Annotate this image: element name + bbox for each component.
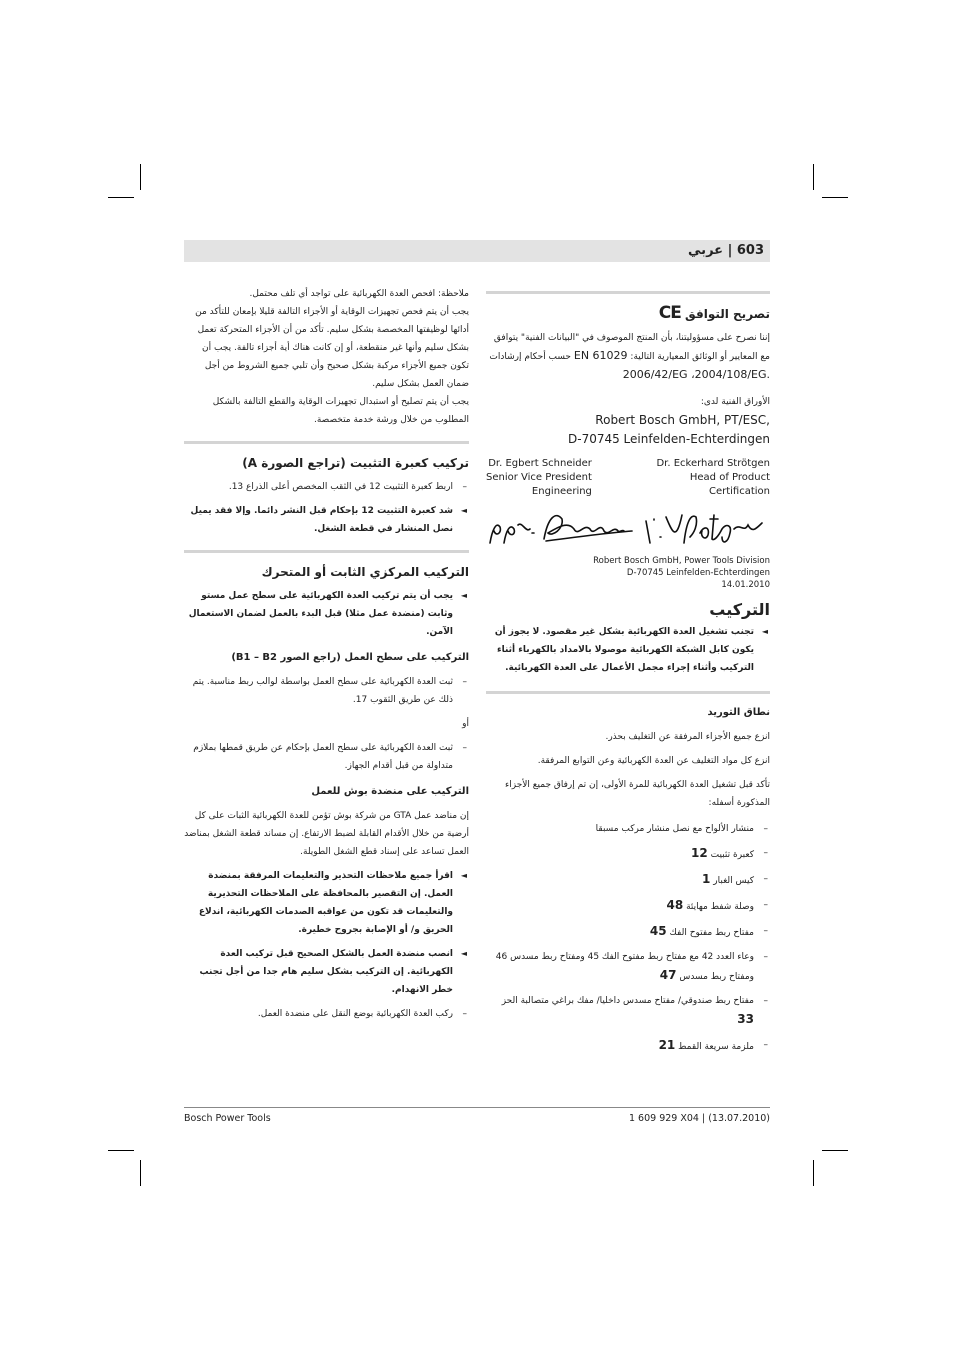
conformity-text-2: حسب أحكام إرشادات xyxy=(489,352,571,362)
delivery-p2: انزع كل مواد التغليف عن العدة الكهربائية وعن التوابع المرفقة. xyxy=(537,756,770,766)
list-item xyxy=(184,945,469,999)
item-number: 21 xyxy=(658,1038,676,1052)
dash-icon: – xyxy=(763,952,768,962)
assembly-title: التركيب xyxy=(709,600,770,619)
item-number: 33 xyxy=(737,1012,754,1026)
page-number: 603 xyxy=(736,243,764,258)
list-item xyxy=(184,739,469,775)
list-item xyxy=(184,587,469,641)
signer-left xyxy=(486,457,592,499)
list-item xyxy=(486,922,770,942)
crop-mark xyxy=(813,164,814,190)
section-divider xyxy=(184,441,469,444)
section-divider xyxy=(486,691,770,694)
or-text: أو xyxy=(462,719,469,729)
list-item xyxy=(486,896,770,916)
warning-triangle-icon: ◄ xyxy=(460,871,467,880)
crop-mark xyxy=(822,1150,848,1151)
list-item xyxy=(184,673,469,709)
footer-brand: Bosch Power Tools xyxy=(184,1113,271,1124)
declaration-date: 14.01.2010 xyxy=(721,580,770,590)
warning-triangle-icon: ◄ xyxy=(460,949,467,958)
item-text: وصلة شفط مهايئة xyxy=(686,902,754,912)
list-item xyxy=(486,948,770,986)
page-footer xyxy=(184,1107,770,1128)
signer-role: Senior Vice President xyxy=(486,472,592,483)
item-number: 1 xyxy=(702,872,711,886)
list-item xyxy=(184,867,469,939)
item-text: شد كعبرة التثبيت 12 بإحكام قبل النشر دائما. وإلا فقد يميل نصل المنشار في قطعة الشغل. xyxy=(190,506,453,534)
note-p1: ملاحظة: افحص العدة الكهربائية على تواجد أي تلف محتمل. xyxy=(249,289,469,299)
division-line: D-70745 Leinfelden-Echterdingen xyxy=(626,568,770,578)
conformity-heading xyxy=(486,304,770,323)
warning-triangle-icon: ◄ xyxy=(460,506,467,515)
item-text: كعبرة تثبيت xyxy=(710,850,754,860)
ce-mark-icon: CE xyxy=(658,303,681,323)
item-number: 45 xyxy=(649,924,667,938)
item-number: 48 xyxy=(666,898,684,912)
tech-docs-label: الأوراق الفنية لدى: xyxy=(700,397,770,407)
signer-role: Certification xyxy=(708,486,770,497)
item-number: 47 xyxy=(659,968,677,982)
crop-mark xyxy=(140,164,141,190)
item-text: مفتاح ربط صندوقي/ مفتاح مسدس داخليا/ مفك براغي متصالبة الحز xyxy=(501,996,754,1006)
dash-icon: – xyxy=(462,1009,467,1019)
delivery-p3: تأكد قبل تشغيل العدة الكهربائية للمرة الأولى، إن تم إرفاق جميع الأجزاء المذكورة أسفله: xyxy=(505,780,770,808)
assembly-warning-text: تجنب تشغيل العدة الكهربائية بشكل غير مقصود. لا يجوز أن يكون كابل الشبكة الكهربائية موصولا بالامداد بالكهرباء أثناء التركيب وأثناء إجراء مجمل الأعمال على العدة الكهربائية. xyxy=(494,627,754,673)
header-title: 603 | عربي xyxy=(688,243,764,258)
tech-docs-address xyxy=(486,411,770,449)
item-number: 12 xyxy=(691,846,708,860)
section-divider xyxy=(184,550,469,553)
signers xyxy=(486,457,770,499)
crop-mark xyxy=(822,197,848,198)
dash-icon: – xyxy=(763,926,768,936)
list-item xyxy=(486,820,770,838)
list-item xyxy=(184,478,469,496)
item-text: ثبت العدة الكهربائية على سطح العمل بواسطة لوالب ربط مناسبة. يتم ذلك عن طريق الثقوب 17. xyxy=(192,677,453,705)
page-header xyxy=(184,240,770,262)
division-line: Robert Bosch GmbH, Power Tools Division xyxy=(593,556,770,566)
header-language: عربي xyxy=(688,243,724,258)
dash-icon: – xyxy=(462,482,467,492)
warning-triangle-icon: ◄ xyxy=(460,591,467,600)
directives: 2006/42/EG ،2004/108/EG. xyxy=(622,368,770,381)
dash-icon: – xyxy=(462,743,467,753)
conformity-title: تصريح التوافق xyxy=(685,307,770,321)
signer-name: Dr. Eckerhard Strötgen xyxy=(656,458,770,469)
right-column xyxy=(486,285,770,1062)
section-divider xyxy=(486,291,770,294)
list-item xyxy=(486,844,770,864)
warning-triangle-icon: ◄ xyxy=(761,627,768,636)
dash-icon: – xyxy=(462,677,467,687)
assembly-warning xyxy=(486,623,770,677)
item-text: ثبت العدة الكهربائية على سطح العمل بإحكام عن طريق قمطها بملازم متداولة من قبل أقدام الجهاز. xyxy=(193,743,453,771)
address-line: Robert Bosch GmbH, PT/ESC, xyxy=(595,413,770,427)
crop-mark xyxy=(813,1160,814,1186)
left-column xyxy=(184,285,469,1029)
list-item xyxy=(184,502,469,538)
list-item xyxy=(486,1036,770,1056)
item-text: انصب منضدة العمل بالشكل الصحيح قبل تركيب العدة الكهربائية. إن التركيب بشكل سليم هام جدا من أجل تجنب خطر الانهدام. xyxy=(199,949,453,995)
dash-icon: – xyxy=(763,1040,768,1050)
mounting-title: التركيب المركزي الثابت أو المتحرك xyxy=(261,565,469,579)
list-item xyxy=(184,1005,469,1023)
bosch-table-text: إن مناضد عمل GTA من شركة بوش تؤمن للعدة الكهربائية الثبات على كل أرضية من خلال الأقدام القابلة لضبط الارتفاع. إن مساند قطعة الشغل بمناضد العمل تساعد على إسناد قطع الشغل الطويلة. xyxy=(184,811,469,857)
list-item xyxy=(486,870,770,890)
signer-role: Engineering xyxy=(531,486,592,497)
dash-icon: – xyxy=(763,900,768,910)
footer-doc-number: 1 609 929 X04 | (13.07.2010) xyxy=(628,1113,770,1124)
item-text: ركب العدة الكهربائية بوضع النقل على منضدة العمل. xyxy=(257,1009,453,1019)
bosch-table-title: التركيب على منضدة بوش للعمل xyxy=(311,786,469,797)
item-text: وعاء العدد 42 مع مفتاح ربط مفتوح الفك 45 ومفتاح ربط مسدس 46 ومفتاح ربط مسدس xyxy=(495,952,754,982)
crop-mark xyxy=(108,197,134,198)
signature-image xyxy=(486,507,770,551)
note-p2: يجب أن يتم فحص تجهيزات الوقاية أو الأجزاء التالفة قليلا بإمعان للتأكد من أدائها لوظيفتها المخصصة بشكل سليم. تأكد من أن الأجزاء المتحركة تعمل بشكل سليم وأنها غير منقطعة، أو إن كانت هناك أية أجزاء تالفة. يجب أن تكون جميع الأجزاء مركبة بشكل صحيح وأن تلبي جميع الشروط من أجل ضمان العمل بشكل سليم. xyxy=(195,307,469,389)
item-text: يجب أن يتم تركيب العدة الكهربائية على سطح عمل مستو وثابت (منضدة عمل مثلا) قبل البدء بالعمل لضمان الاستعمال الآمن. xyxy=(188,591,453,637)
item-text: مفتاح ربط مفتوح الفك xyxy=(669,928,754,938)
item-text: اقرأ جميع ملاحظات التحذير والتعليمات المرفقة بمنضدة العمل. إن التقصير بالمحافظة على الملاحظات التحذيرية والتعليمات قد تكون من عواقبه الصدمات الكهربائية، اندلاع الحريق و/ أو الإصابة بجروح خطيرة. xyxy=(198,871,453,935)
note-p3: يجب أن يتم تصليح أو استبدال تجهيزات الوقاية والقطع التالفة بالشكل المطلوب من خلال ورشة خدمة متخصصة. xyxy=(212,397,469,425)
item-text: كيس الغبار xyxy=(713,876,754,886)
crop-mark xyxy=(140,1160,141,1186)
item-text: اربط كعبرة التثبيت 12 في الثقب المخصص أعلى الذراع 13. xyxy=(228,482,453,492)
delivery-title: نطاق التوريد xyxy=(707,707,770,718)
dash-icon: – xyxy=(763,996,768,1006)
conformity-text-1: إننا نصرح على مسؤوليتنا، بأن المنتج الموصوف في "البيانات الفنية" يتوافق مع المعايير أو الوثائق المعيارية التالية: xyxy=(493,333,770,362)
item-text: منشار الألواح مع نصل منشار مركب مسبقا xyxy=(595,824,754,834)
address-line: D-70745 Leinfelden-Echterdingen xyxy=(568,432,770,446)
dash-icon: – xyxy=(763,824,768,834)
item-text: ملزمة سريعة القمط xyxy=(678,1042,754,1052)
conformity-text xyxy=(486,329,770,385)
standard-code: EN 61029 xyxy=(573,349,628,362)
list-item xyxy=(486,992,770,1030)
dash-icon: – xyxy=(763,874,768,884)
clamp-title: تركيب كعبرة التثبيت (تراجع الصورة A) xyxy=(242,456,469,470)
delivery-p1: انزع جميع الأجزاء المرفقة عن التغليف بحذر. xyxy=(605,732,770,742)
surface-title: التركيب على سطح العمل (راجع الصور B1 – B2) xyxy=(231,652,469,663)
division-block xyxy=(486,555,770,591)
signer-name: Dr. Egbert Schneider xyxy=(488,458,592,469)
crop-mark xyxy=(108,1150,134,1151)
signer-right xyxy=(656,457,770,499)
dash-icon: – xyxy=(763,848,768,858)
signer-role: Head of Product xyxy=(689,472,770,483)
